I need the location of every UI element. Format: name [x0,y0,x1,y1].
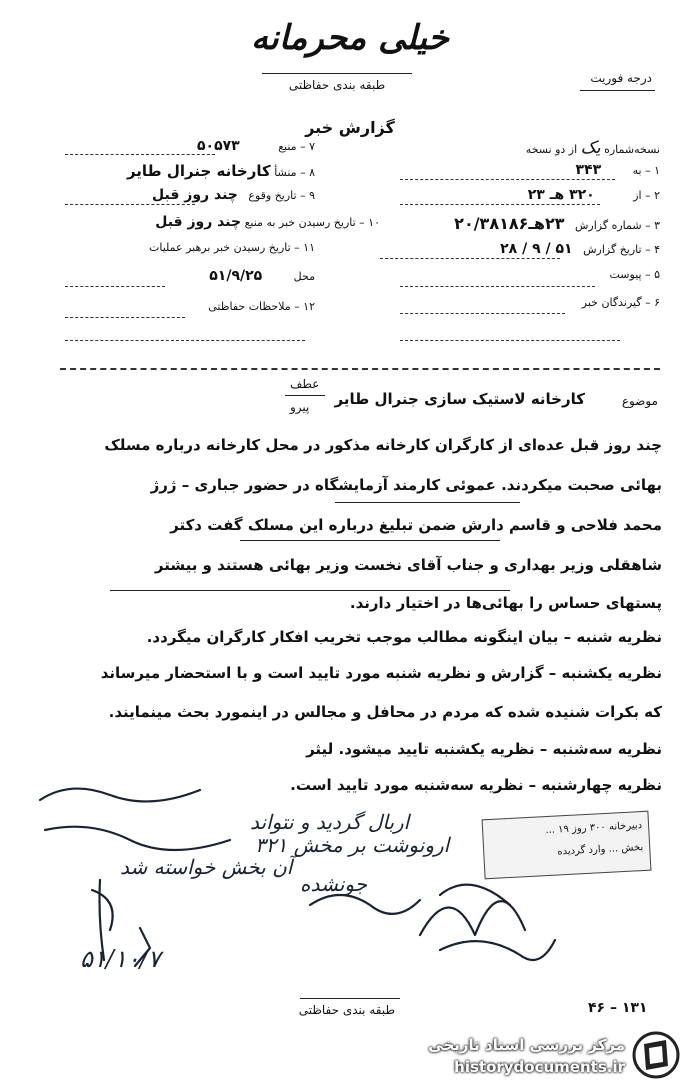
body-line: نظریه سه‌شنبه – نظریه یکشنبه تایید میشود. لیثر [306,740,662,758]
subject-label: موضوع [621,394,658,408]
handwritten-note: ارونوشت بر مخش ۳۲۱ [255,833,450,857]
document-classification-title: خیلی محرمانه [251,18,449,58]
ink-stroke [45,827,230,850]
watermark-logo-icon [628,1030,684,1080]
body-line: محمد فلاحی و قاسم دارش ضمن تبلیغ درباره این مسلک گفت دکتر [170,516,662,534]
security-notes-field: ۱۲ – ملاحظات حفاظتی [208,300,315,313]
watermark-site-url: historydocuments.ir [454,1058,625,1076]
from-field: ۲ – از ۳۲۰ هـ ۲۳ [527,187,660,203]
ops-received-date-field: ۱۱ – تاریخ رسیدن خبر برهبر عملیات [149,241,315,254]
report-title: گزارش خبر [305,118,395,137]
security-classification-label: طبقه بندی حفاظتی [298,1003,395,1017]
classification-divider [300,998,400,999]
body-line: پستهای حساس را بهائی‌ها در اختیار دارند. [349,594,662,612]
body-line: نظریه چهارشنبه – نظریه سه‌شنبه مورد تایید است. [290,776,662,794]
body-line: شاهقلی وزیر بهداری و جناب آقای نخست وزیر بهائی هستند و بیشتر [154,556,662,574]
handwritten-note: جونشده [300,872,368,896]
security-classification-label: طبقه بندی حفاظتی [288,78,386,92]
to-field: ۱ – به ۳۴۳ [575,162,660,178]
ink-stroke [100,880,105,960]
ink-stroke [92,890,113,930]
copy-number-field: نسخه‌شماره یک از دو نسخه [525,138,660,158]
origin-field: ۸ – منشأ کارخانه جنرال طایر [126,162,315,180]
reference-label: عطف [290,377,320,391]
ink-stroke [310,895,420,914]
body-line: بهائی صحبت میکردند. عموئی کارمند آزمایشگاه در حضور جباری – ژرژ [150,476,662,494]
body-line: چند روز قبل عده‌ای از کارگران کارخانه مذکور در محل کارخانه درباره مسلک [104,436,662,454]
body-line: نظریه یکشنبه – گزارش و نظریه شنبه مورد تایید است و با استحضار میرساند [100,664,662,682]
location-field: محل ۵۱/۹/۲۵ [209,268,315,284]
source-received-date-field: ۱۰ – تاریخ رسیدن خبر به منبع چند روز قبل [155,214,380,230]
handwritten-date: ۵۱/۱۰/۷ [80,945,161,973]
report-number-field: ۳ – شماره گزارش ۲۳هـ۲۰/۳۸۱۸۶ [454,214,660,233]
registry-stamp [482,811,652,880]
priority-label: درجه فوریت [590,71,652,85]
signature-stroke [420,901,525,935]
stamp-line: دبیرخانه ۳۰۰ روز ۱۹ ... [545,820,643,837]
watermark-site-name: مرکز بررسی اسناد تاریخی [428,1036,625,1054]
handwritten-note: آن بخش خواسته شد [120,855,293,879]
body-line: که بکرات شنیده شده که مردم در محافل و مجالس در اینمورد بحث مینمایند. [108,703,662,721]
subject-value: کارخانه لاستیک سازی جنرال طایر [334,390,585,408]
stamp-line: بخش ... وارد گردیده [557,841,644,858]
follow-up-label: پیرو [290,400,310,414]
ink-stroke [135,928,150,966]
document-number: ۴۶ – ۱۳۱ [588,1000,648,1016]
ink-stroke [40,789,200,802]
signature-stroke [440,940,555,960]
handwritten-note: اربال گردید و نتواند [250,810,410,834]
occurrence-date-field: ۹ – تاریخ وقوع چند روز قبل [152,187,315,203]
source-field: ۷ – منبع ۵۰۵۷۳ [196,138,315,154]
recipients-field: ۶ – گیرندگان خبر [581,296,660,309]
attachment-field: ۵ – پیوست [609,268,660,281]
body-line: نظریه شنبه – بیان اینگونه مطالب موجب تخریب افکار کارگران میگردد. [146,628,662,646]
report-date-field: ۴ – تاریخ گزارش ۵۱ / ۹ / ۲۸ [500,241,660,257]
